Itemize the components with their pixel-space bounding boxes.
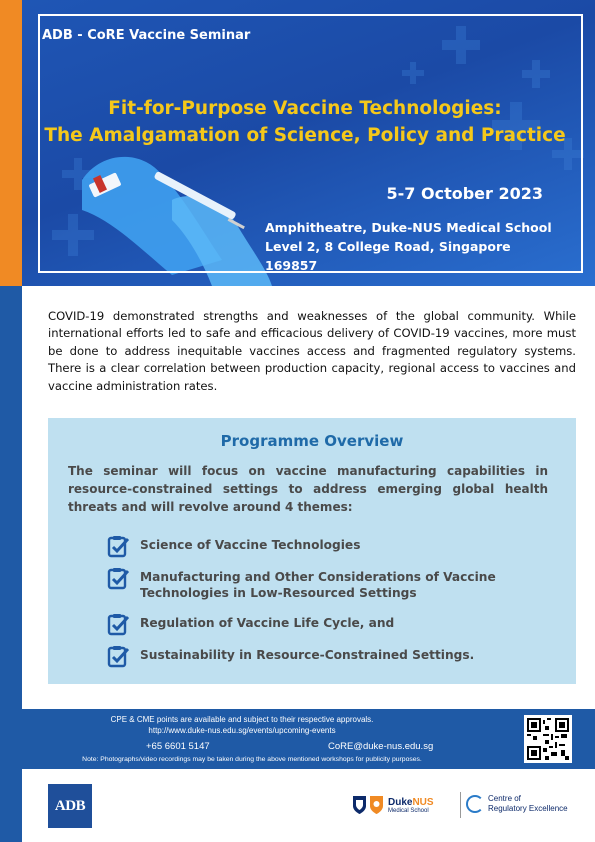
adb-logo: ADB [48,784,92,828]
theme-label: Manufacturing and Other Considerations of Vaccine Technologies in Low-Resourced Settings [140,570,496,600]
qr-code[interactable] [524,715,572,763]
theme-label: Science of Vaccine Technologies [140,538,361,552]
duke-word: Duke [388,796,413,808]
clipboard-check-icon [106,534,130,558]
photo-note: Note: Photographs/video recordings may be taken during the above mentioned workshops for publicity purposes. [82,756,422,763]
duke-nus-logo [352,795,434,815]
event-title [40,95,570,149]
theme-item [106,534,510,558]
nus-shield-icon [369,795,384,815]
venue-line-1: Amphitheatre, Duke-NUS Medical School [265,220,552,235]
core-line-2: Regulatory Excellence [488,804,568,813]
theme-label: Regulation of Vaccine Life Cycle, and [140,616,395,630]
theme-item [106,612,510,636]
qr-code-icon [527,718,569,760]
theme-item [106,644,510,668]
core-logo [466,794,568,814]
title-line-1: Fit-for-Purpose Vaccine Technologies: [108,98,502,119]
seminar-label: ADB - CoRE Vaccine Seminar [42,28,251,43]
nus-word: NUS [412,796,434,808]
logo-divider [460,792,461,818]
clipboard-check-icon [106,566,130,590]
overview-text: The seminar will focus on vaccine manufacturing capabilities in resource-constrained settings to address emerging global health threats and will revolve around 4 themes: [68,464,548,514]
contact-footer [22,709,595,769]
duke-sub: Medical School [388,807,429,814]
events-url[interactable]: http://www.duke-nus.edu.sg/events/upcoming-events [148,726,336,735]
contact-phone[interactable]: +65 6601 5147 [146,741,210,752]
event-venue [265,218,565,275]
venue-line-2: Level 2, 8 College Road, Singapore 169857 [265,239,511,273]
theme-label: Sustainability in Resource-Constrained Settings. [140,648,475,662]
event-date: 5-7 October 2023 [386,184,543,203]
contact-email[interactable]: CoRE@duke-nus.edu.sg [328,741,434,752]
title-line-2: The Amalgamation of Science, Policy and Practice [44,125,566,146]
duke-nus-name [388,797,434,808]
clipboard-check-icon [106,644,130,668]
intro-paragraph: COVID-19 demonstrated strengths and weaknesses of the global community. While international efforts led to safe and efficacious delivery of COVID-19 vaccines, more must be done to address inequitable vaccines access and fragmented regulatory systems. There is a clear correlation between production capacity, regional access to vaccines and vaccine administration rates. [48,309,576,393]
blue-side-strip [0,286,22,842]
clipboard-check-icon [106,612,130,636]
overview-title: Programme Overview [220,432,404,450]
duke-shield-icon [352,795,367,815]
points-note: CPE & CME points are available and subject to their respective approvals. [110,715,374,724]
theme-item [106,566,510,601]
core-line-1: Centre of [488,794,521,803]
core-circle-icon [466,795,484,813]
orange-side-strip [0,0,22,286]
programme-overview-box [48,418,576,684]
